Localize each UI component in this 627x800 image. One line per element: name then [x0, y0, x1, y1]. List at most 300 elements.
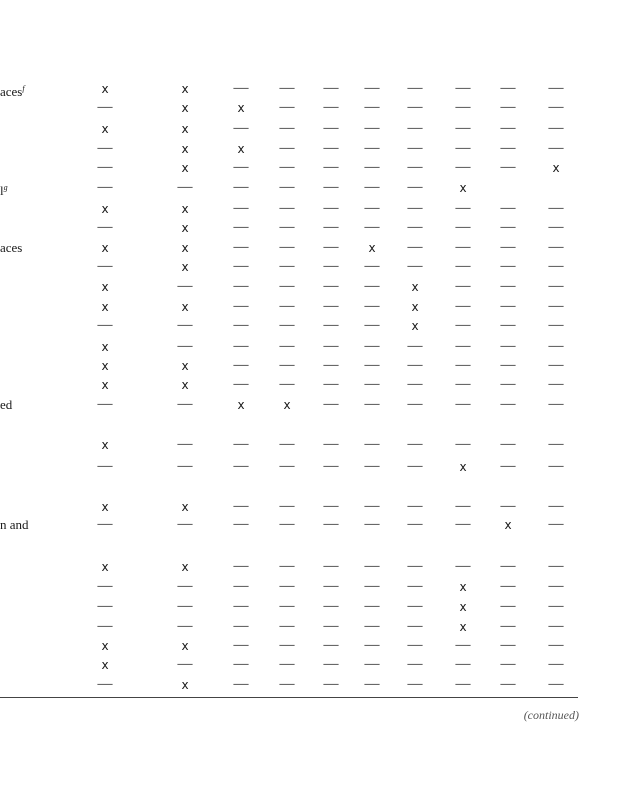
- dash-cell: —: [548, 317, 564, 333]
- dash-cell: —: [323, 99, 339, 115]
- dash-cell: —: [500, 219, 516, 235]
- dash-cell: —: [407, 80, 423, 96]
- dash-cell: —: [233, 200, 249, 216]
- dash-cell: —: [233, 317, 249, 333]
- dash-cell: —: [500, 120, 516, 136]
- dash-cell: —: [548, 80, 564, 96]
- dash-cell: —: [177, 458, 193, 474]
- dash-cell: —: [455, 558, 471, 574]
- table-row: [0, 80, 627, 98]
- dash-cell: —: [407, 159, 423, 175]
- dash-cell: —: [97, 516, 113, 532]
- dash-cell: —: [323, 298, 339, 314]
- dash-cell: —: [233, 120, 249, 136]
- table-row: [0, 140, 627, 158]
- dash-cell: —: [548, 338, 564, 354]
- mark-x-cell: x: [504, 518, 512, 532]
- dash-cell: —: [548, 516, 564, 532]
- dash-cell: —: [97, 219, 113, 235]
- dash-cell: —: [364, 200, 380, 216]
- table-row: [0, 357, 627, 375]
- table-row: [0, 179, 627, 197]
- mark-x-cell: x: [101, 300, 109, 314]
- dash-cell: —: [500, 396, 516, 412]
- table-row: [0, 618, 627, 636]
- table-row: [0, 516, 627, 534]
- dash-cell: —: [407, 458, 423, 474]
- dash-cell: —: [233, 458, 249, 474]
- dash-cell: —: [279, 676, 295, 692]
- dash-cell: —: [323, 80, 339, 96]
- dash-cell: —: [323, 458, 339, 474]
- table-row: [0, 120, 627, 138]
- dash-cell: —: [177, 436, 193, 452]
- dash-cell: —: [279, 637, 295, 653]
- mark-x-cell: x: [368, 241, 376, 255]
- table-row: [0, 278, 627, 296]
- dash-cell: —: [323, 159, 339, 175]
- dash-cell: —: [177, 278, 193, 294]
- table-row: [0, 298, 627, 316]
- dash-cell: —: [233, 258, 249, 274]
- dash-cell: —: [177, 317, 193, 333]
- dash-cell: —: [500, 498, 516, 514]
- dash-cell: —: [548, 298, 564, 314]
- dash-cell: —: [407, 376, 423, 392]
- mark-x-cell: x: [101, 438, 109, 452]
- dash-cell: —: [177, 179, 193, 195]
- mark-x-cell: x: [101, 122, 109, 136]
- mark-x-cell: x: [181, 221, 189, 235]
- mark-x-cell: x: [459, 620, 467, 634]
- dash-cell: —: [233, 239, 249, 255]
- dash-cell: —: [97, 578, 113, 594]
- dash-cell: —: [455, 656, 471, 672]
- dash-cell: —: [177, 656, 193, 672]
- row-label: ed: [0, 397, 13, 412]
- table-row: [0, 338, 627, 356]
- table-row: [0, 258, 627, 276]
- dash-cell: —: [407, 558, 423, 574]
- table-bottom-rule: [0, 697, 578, 698]
- continued-note: (continued): [523, 708, 579, 722]
- dash-cell: —: [233, 598, 249, 614]
- dash-cell: —: [97, 618, 113, 634]
- dash-cell: —: [455, 258, 471, 274]
- footnote-marker: f: [22, 84, 25, 93]
- dash-cell: —: [548, 637, 564, 653]
- dash-cell: —: [97, 676, 113, 692]
- dash-cell: —: [364, 179, 380, 195]
- dash-cell: —: [279, 219, 295, 235]
- mark-x-cell: x: [101, 500, 109, 514]
- mark-x-cell: x: [411, 300, 419, 314]
- mark-x-cell: x: [181, 202, 189, 216]
- dash-cell: —: [279, 498, 295, 514]
- row-label: n and: [0, 517, 29, 532]
- dash-cell: —: [455, 637, 471, 653]
- dash-cell: —: [97, 159, 113, 175]
- dash-cell: —: [548, 357, 564, 373]
- row-label: aces: [0, 240, 23, 255]
- mark-x-cell: x: [459, 580, 467, 594]
- dash-cell: —: [97, 458, 113, 474]
- dash-cell: —: [455, 120, 471, 136]
- dash-cell: —: [500, 618, 516, 634]
- dash-cell: —: [323, 436, 339, 452]
- dash-cell: —: [323, 120, 339, 136]
- dash-cell: —: [233, 637, 249, 653]
- dash-cell: —: [407, 258, 423, 274]
- dash-cell: —: [233, 618, 249, 634]
- dash-cell: —: [407, 338, 423, 354]
- dash-cell: —: [279, 357, 295, 373]
- dash-cell: —: [233, 436, 249, 452]
- dash-cell: —: [233, 338, 249, 354]
- dash-cell: —: [279, 258, 295, 274]
- table-row: [0, 656, 627, 674]
- dash-cell: —: [323, 396, 339, 412]
- dash-cell: —: [364, 598, 380, 614]
- dash-cell: —: [407, 239, 423, 255]
- dash-cell: —: [548, 436, 564, 452]
- dash-cell: —: [233, 278, 249, 294]
- mark-x-cell: x: [101, 82, 109, 96]
- dash-cell: —: [364, 578, 380, 594]
- dash-cell: —: [97, 317, 113, 333]
- mark-x-cell: x: [237, 398, 245, 412]
- dash-cell: —: [548, 99, 564, 115]
- dash-cell: —: [323, 498, 339, 514]
- dash-cell: —: [279, 618, 295, 634]
- dash-cell: —: [364, 258, 380, 274]
- dash-cell: —: [279, 436, 295, 452]
- mark-x-cell: x: [181, 500, 189, 514]
- dash-cell: —: [364, 637, 380, 653]
- dash-cell: —: [323, 656, 339, 672]
- table-row: [0, 676, 627, 694]
- dash-cell: —: [323, 598, 339, 614]
- dash-cell: —: [97, 598, 113, 614]
- table-row: [0, 396, 627, 414]
- mark-x-cell: x: [459, 460, 467, 474]
- dash-cell: —: [177, 338, 193, 354]
- dash-cell: —: [455, 278, 471, 294]
- dash-cell: —: [548, 278, 564, 294]
- mark-x-cell: x: [237, 142, 245, 156]
- dash-cell: —: [233, 80, 249, 96]
- dash-cell: —: [455, 298, 471, 314]
- dash-cell: —: [455, 516, 471, 532]
- mark-x-cell: x: [181, 359, 189, 373]
- dash-cell: —: [364, 516, 380, 532]
- table-row: [0, 219, 627, 237]
- mark-x-cell: x: [101, 378, 109, 392]
- dash-cell: —: [279, 159, 295, 175]
- dash-cell: —: [548, 656, 564, 672]
- dash-cell: —: [323, 317, 339, 333]
- dash-cell: —: [500, 458, 516, 474]
- dash-cell: —: [364, 219, 380, 235]
- mark-x-cell: x: [181, 300, 189, 314]
- dash-cell: —: [323, 278, 339, 294]
- dash-cell: —: [177, 618, 193, 634]
- dash-cell: —: [364, 436, 380, 452]
- dash-cell: —: [500, 436, 516, 452]
- dash-cell: —: [177, 396, 193, 412]
- dash-cell: —: [548, 258, 564, 274]
- dash-cell: —: [500, 159, 516, 175]
- dash-cell: —: [407, 179, 423, 195]
- dash-cell: —: [548, 219, 564, 235]
- dash-cell: —: [455, 80, 471, 96]
- footnote-marker: g: [3, 183, 8, 192]
- dash-cell: —: [455, 357, 471, 373]
- dash-cell: —: [233, 578, 249, 594]
- dash-cell: —: [364, 99, 380, 115]
- mark-x-cell: x: [181, 260, 189, 274]
- dash-cell: —: [364, 558, 380, 574]
- dash-cell: —: [323, 219, 339, 235]
- mark-x-cell: x: [101, 241, 109, 255]
- row-label: aces$^f$: [0, 84, 25, 99]
- dash-cell: —: [279, 239, 295, 255]
- dash-cell: —: [548, 598, 564, 614]
- dash-cell: —: [500, 258, 516, 274]
- dash-cell: —: [500, 239, 516, 255]
- dash-cell: —: [323, 179, 339, 195]
- table-row: [0, 317, 627, 335]
- dash-cell: —: [455, 338, 471, 354]
- dash-cell: —: [364, 618, 380, 634]
- dash-cell: —: [407, 637, 423, 653]
- table-row: [0, 239, 627, 257]
- dash-cell: —: [279, 317, 295, 333]
- dash-cell: —: [407, 99, 423, 115]
- mark-x-cell: x: [459, 181, 467, 195]
- dash-cell: —: [455, 159, 471, 175]
- dash-cell: —: [500, 598, 516, 614]
- dash-cell: —: [455, 99, 471, 115]
- dash-cell: —: [455, 676, 471, 692]
- dash-cell: —: [323, 376, 339, 392]
- dash-cell: —: [407, 578, 423, 594]
- dash-cell: —: [500, 637, 516, 653]
- dash-cell: —: [364, 396, 380, 412]
- dash-cell: —: [233, 676, 249, 692]
- dash-cell: —: [500, 676, 516, 692]
- dash-cell: —: [233, 558, 249, 574]
- mark-x-cell: x: [101, 658, 109, 672]
- dash-cell: —: [407, 516, 423, 532]
- dash-cell: —: [364, 357, 380, 373]
- dash-cell: —: [500, 338, 516, 354]
- table-row: [0, 376, 627, 394]
- table-row: [0, 159, 627, 177]
- dash-cell: —: [548, 140, 564, 156]
- mark-x-cell: x: [181, 241, 189, 255]
- dash-cell: —: [455, 200, 471, 216]
- dash-cell: —: [455, 436, 471, 452]
- table-row: [0, 578, 627, 596]
- dash-cell: —: [279, 376, 295, 392]
- dash-cell: —: [548, 239, 564, 255]
- dash-cell: —: [407, 200, 423, 216]
- dash-cell: —: [279, 458, 295, 474]
- dash-cell: —: [500, 298, 516, 314]
- dash-cell: —: [279, 179, 295, 195]
- dash-cell: —: [407, 120, 423, 136]
- dash-cell: —: [323, 637, 339, 653]
- dash-cell: —: [233, 498, 249, 514]
- table-row: [0, 498, 627, 516]
- dash-cell: —: [364, 80, 380, 96]
- dash-cell: —: [279, 120, 295, 136]
- mark-x-cell: x: [181, 639, 189, 653]
- mark-x-cell: x: [181, 142, 189, 156]
- dash-cell: —: [500, 578, 516, 594]
- dash-cell: —: [323, 676, 339, 692]
- row-label: $l^g$: [0, 183, 8, 198]
- dash-cell: —: [233, 159, 249, 175]
- dash-cell: —: [323, 618, 339, 634]
- dash-cell: —: [455, 140, 471, 156]
- dash-cell: —: [407, 396, 423, 412]
- dash-cell: —: [548, 498, 564, 514]
- mark-x-cell: x: [101, 639, 109, 653]
- dash-cell: —: [548, 618, 564, 634]
- mark-x-cell: x: [181, 678, 189, 692]
- dash-cell: —: [364, 298, 380, 314]
- dash-cell: —: [279, 200, 295, 216]
- dash-cell: —: [323, 357, 339, 373]
- dash-cell: —: [364, 278, 380, 294]
- dash-cell: —: [323, 578, 339, 594]
- dash-cell: —: [97, 140, 113, 156]
- dash-cell: —: [323, 338, 339, 354]
- table-row: [0, 637, 627, 655]
- dash-cell: —: [323, 516, 339, 532]
- dash-cell: —: [500, 200, 516, 216]
- dash-cell: —: [279, 578, 295, 594]
- dash-cell: —: [323, 258, 339, 274]
- dash-cell: —: [548, 578, 564, 594]
- dash-cell: —: [455, 376, 471, 392]
- dash-cell: —: [500, 357, 516, 373]
- mark-x-cell: x: [411, 319, 419, 333]
- dash-cell: —: [407, 140, 423, 156]
- dash-cell: —: [323, 239, 339, 255]
- dash-cell: —: [233, 516, 249, 532]
- dash-cell: —: [364, 498, 380, 514]
- dash-cell: —: [407, 498, 423, 514]
- dash-cell: —: [407, 656, 423, 672]
- dash-cell: —: [364, 458, 380, 474]
- dash-cell: —: [548, 200, 564, 216]
- dash-cell: —: [279, 558, 295, 574]
- dash-cell: —: [500, 656, 516, 672]
- dash-cell: —: [97, 258, 113, 274]
- dash-cell: —: [455, 219, 471, 235]
- dash-cell: —: [455, 396, 471, 412]
- dash-cell: —: [364, 656, 380, 672]
- mark-x-cell: x: [181, 161, 189, 175]
- dash-cell: —: [233, 298, 249, 314]
- dash-cell: —: [364, 140, 380, 156]
- dash-cell: —: [364, 676, 380, 692]
- dash-cell: —: [279, 338, 295, 354]
- dash-cell: —: [500, 317, 516, 333]
- dash-cell: —: [279, 99, 295, 115]
- dash-cell: —: [364, 120, 380, 136]
- dash-cell: —: [407, 598, 423, 614]
- mark-x-cell: x: [101, 560, 109, 574]
- dash-cell: —: [279, 656, 295, 672]
- dash-cell: —: [177, 516, 193, 532]
- mark-x-cell: x: [237, 101, 245, 115]
- dash-cell: —: [177, 598, 193, 614]
- dash-cell: —: [323, 200, 339, 216]
- dash-cell: —: [548, 676, 564, 692]
- dash-cell: —: [455, 239, 471, 255]
- mark-x-cell: x: [181, 101, 189, 115]
- dash-cell: —: [364, 376, 380, 392]
- dash-cell: —: [233, 357, 249, 373]
- dash-cell: —: [279, 140, 295, 156]
- dash-cell: —: [548, 396, 564, 412]
- dash-cell: —: [500, 278, 516, 294]
- dash-cell: —: [455, 317, 471, 333]
- dash-cell: —: [279, 80, 295, 96]
- dash-cell: —: [233, 376, 249, 392]
- dash-cell: —: [500, 376, 516, 392]
- dash-cell: —: [548, 120, 564, 136]
- dash-cell: —: [407, 219, 423, 235]
- dash-cell: —: [407, 357, 423, 373]
- dash-cell: —: [279, 598, 295, 614]
- dash-cell: —: [548, 376, 564, 392]
- dash-cell: —: [177, 578, 193, 594]
- dash-cell: —: [548, 458, 564, 474]
- mark-x-cell: x: [101, 359, 109, 373]
- dash-cell: —: [323, 558, 339, 574]
- dash-cell: —: [455, 498, 471, 514]
- table-row: [0, 200, 627, 218]
- mark-x-cell: x: [101, 340, 109, 354]
- dash-cell: —: [407, 436, 423, 452]
- mark-x-cell: x: [181, 82, 189, 96]
- mark-x-cell: x: [181, 560, 189, 574]
- dash-cell: —: [279, 516, 295, 532]
- table-row: [0, 598, 627, 616]
- dash-cell: —: [500, 558, 516, 574]
- mark-x-cell: x: [283, 398, 291, 412]
- dash-cell: —: [500, 140, 516, 156]
- table-row: [0, 99, 627, 117]
- dash-cell: —: [407, 676, 423, 692]
- dash-cell: —: [364, 317, 380, 333]
- dash-cell: —: [97, 179, 113, 195]
- mark-x-cell: x: [552, 161, 560, 175]
- mark-x-cell: x: [181, 122, 189, 136]
- dash-cell: —: [407, 618, 423, 634]
- dash-cell: —: [500, 80, 516, 96]
- mark-x-cell: x: [101, 280, 109, 294]
- dash-cell: —: [500, 99, 516, 115]
- dash-cell: —: [233, 219, 249, 235]
- table-row: [0, 458, 627, 476]
- mark-x-cell: x: [459, 600, 467, 614]
